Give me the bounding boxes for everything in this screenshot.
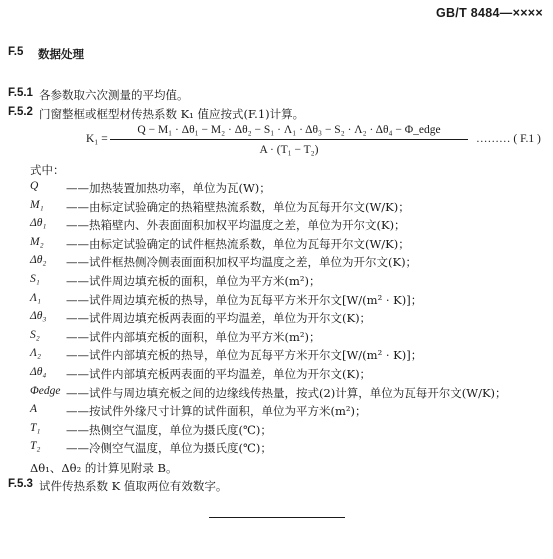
definition-text: ——试件与周边填充板之间的边缘线传热量，按式(2)计算，单位为瓦每开尔文(W/K)； (66, 385, 507, 400)
definition-symbol: Λ₁ (30, 291, 41, 304)
standard-code: GB/T 8484—×××× (435, 6, 543, 20)
definition-symbol: S₁ (30, 273, 40, 285)
where-label: 式中： (30, 163, 65, 177)
definition-text: ——试件周边填充板的热导，单位为瓦每平方米开尔文[W/(m² · K)]； (66, 292, 423, 307)
clause-text-f51: 各参数取六次测量的平均值。 (39, 88, 189, 102)
clause-text-f53: 试件传热系数 K 值取两位有效数字。 (39, 479, 228, 493)
formula-tag: ……… ( F.1 ) (476, 133, 541, 145)
definition-text: ——试件内部填充板两表面的平均温差，单位为开尔文(K)； (66, 367, 372, 381)
definition-text: ——由标定试验确定的试件框热流系数，单位为瓦每开尔文(W/K)； (66, 236, 410, 251)
formula-denominator: A · (T₁ − T₂) (259, 144, 319, 156)
clause-text-f52: 门窗整框或框型材传热系数 K₁ 值应按式(F.1)计算。 (39, 107, 305, 121)
definition-symbol: T₁ (30, 421, 41, 434)
definition-text: ——热箱壁内、外表面面积加权平均温度之差，单位为开尔文(K)； (66, 218, 406, 233)
definition-text: ——试件框热侧冷侧表面面积加权平均温度之差，单位为开尔文(K)； (66, 255, 418, 270)
end-rule (209, 517, 345, 518)
definition-symbol: Δθ₃ (30, 310, 47, 323)
definition-text: ——试件内部填充板的热导，单位为瓦每平方米开尔文[W/(m² · K)]； (66, 348, 423, 363)
definition-text: ——热侧空气温度，单位为摄氏度(℃)； (66, 422, 272, 437)
definition-symbol: Δθ₁ (30, 217, 47, 230)
definition-text: ——试件内部填充板的面积，单位为平方米(m²)； (66, 329, 321, 344)
formula-lhs: K₁ = (86, 133, 108, 145)
formula-f1 (86, 122, 546, 158)
definition-symbol: Λ₂ (30, 347, 41, 360)
definition-symbol: Φedge (30, 384, 61, 397)
definition-symbol: Δθ₂ (30, 254, 47, 267)
section-title: 数据处理 (38, 47, 84, 61)
definition-symbol: Δθ₄ (30, 366, 47, 378)
annex-note: Δθ₁、Δθ₂ 的计算见附录 B。 (30, 461, 178, 475)
definition-symbol: M₁ (30, 198, 44, 211)
definition-symbol: S₂ (30, 328, 40, 341)
formula-fraction (110, 122, 468, 158)
definition-symbol: M₂ (30, 235, 44, 248)
clause-number-f53: F.5.3 (8, 478, 33, 490)
definition-symbol: T₂ (30, 440, 41, 453)
definition-text: ——冷侧空气温度，单位为摄氏度(℃)； (66, 441, 272, 456)
section-number: F.5 (8, 46, 24, 58)
clause-number-f52: F.5.2 (8, 106, 33, 118)
definition-symbol: A (30, 403, 38, 416)
definition-symbol: Q (30, 180, 39, 192)
definition-text: ——试件周边填充板两表面的平均温差，单位为开尔文(K)； (66, 311, 372, 326)
fraction-bar (110, 139, 468, 140)
formula-numerator: Q − M₁ · Δθ₁ − M₂ · Δθ₂ − S₁ · Λ₁ · Δθ₃ − S₂ · Λ₂ · Δθ₄ − Φ_edge (137, 124, 441, 136)
definition-text: ——加热装置加热功率，单位为瓦(W)； (66, 181, 271, 195)
definition-text: ——试件周边填充板的面积，单位为平方米(m²)； (66, 274, 321, 288)
definition-text: ——按试件外缘尺寸计算的试件面积，单位为平方米(m²)； (66, 404, 367, 419)
clause-number-f51: F.5.1 (8, 87, 33, 99)
definition-text: ——由标定试验确定的热箱壁热流系数，单位为瓦每开尔文(W/K)； (66, 199, 410, 214)
